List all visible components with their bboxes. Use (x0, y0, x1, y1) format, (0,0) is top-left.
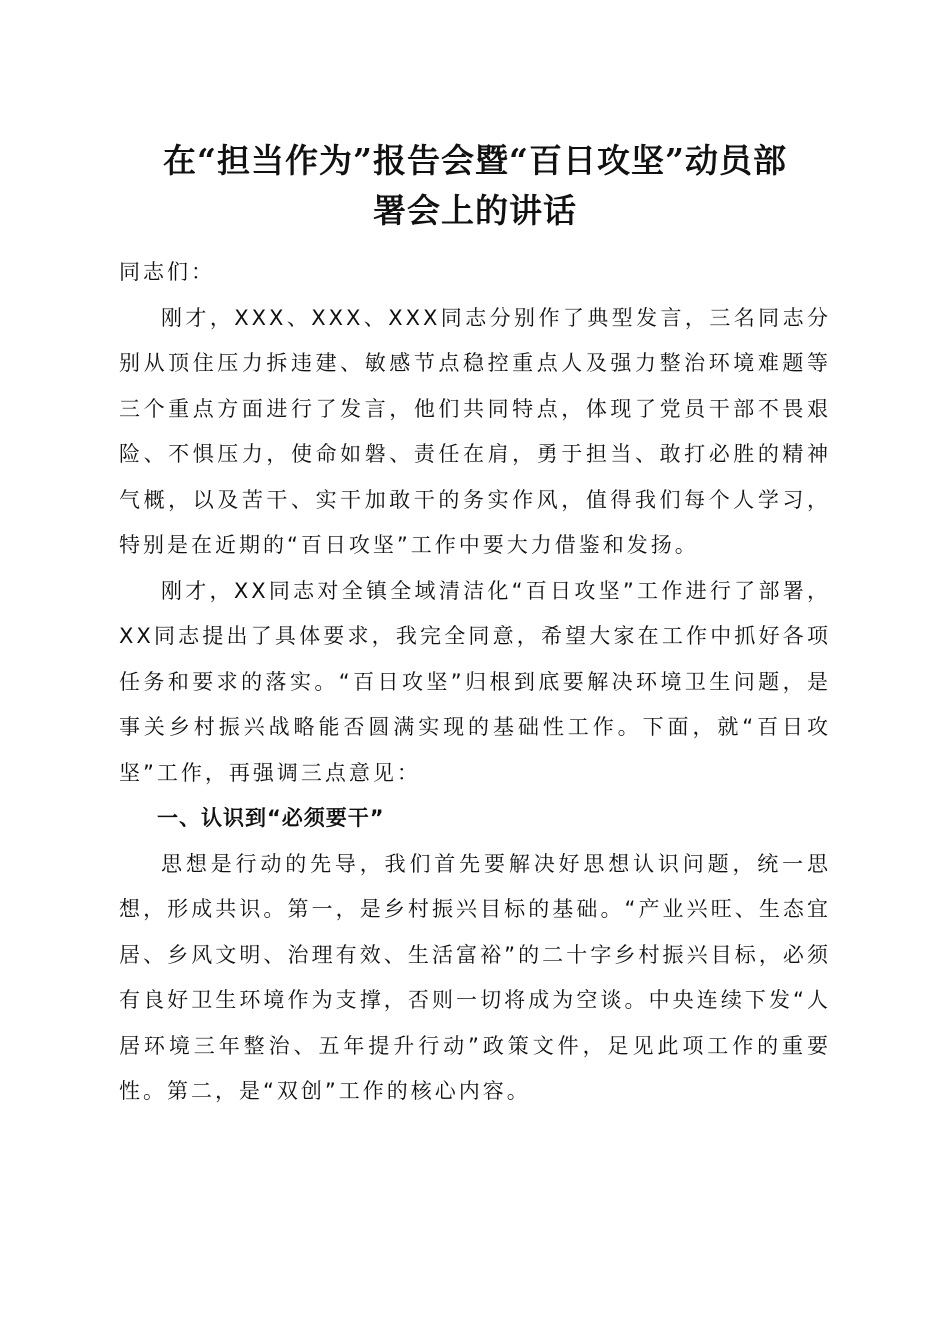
paragraph-3: 思想是行动的先导，我们首先要解决好思想认识问题，统一思想，形成共识。第一，是乡村振兴目标的基础。“产业兴旺、生态宜居、乡风文明、治理有效、生活富裕”的二十字乡村振兴目标，必须有良好卫生环境作为支撑，否则一切将成为空谈。中央连续下发“人居环境三年整治、五年提升行动”政策文件，足见此项工作的重要性。第二，是“双创”工作的核心内容。 (119, 851, 831, 1103)
title-line-1: 在“担当作为”报告会暨“百日攻坚”动员部 (163, 141, 787, 180)
title-line-2: 署会上的讲话 (373, 191, 577, 230)
paragraph-2: 刚才，XX同志对全镇全域清洁化“百日攻坚”工作进行了部署，XX同志提出了具体要求，我完全同意，希望大家在工作中抓好各项任务和要求的落实。“百日攻坚”归根到底要解决环境卫生问题，是事关乡村振兴战略能否圆满实现的基础性工作。下面，就“百日攻坚”工作，再强调三点意见： (119, 578, 831, 785)
document-body (119, 250, 831, 1115)
document-title (100, 136, 850, 236)
salutation: 同志们： (119, 260, 215, 284)
section-heading-1: 一、认识到“必须要干” (157, 806, 385, 830)
paragraph-1: 刚才，XXX、XXX、XXX同志分别作了典型发言，三名同志分别从顶住压力拆违建、敏感节点稳控重点人及强力整治环境难题等三个重点方面进行了发言，他们共同特点，体现了党员干部不畏艰险、不惧压力，使命如磐、责任在肩，勇于担当、敢打必胜的精神气概，以及苦干、实干加敢干的务实作风，值得我们每个人学习，特别是在近期的“百日攻坚”工作中要大力借鉴和发扬。 (119, 305, 831, 557)
